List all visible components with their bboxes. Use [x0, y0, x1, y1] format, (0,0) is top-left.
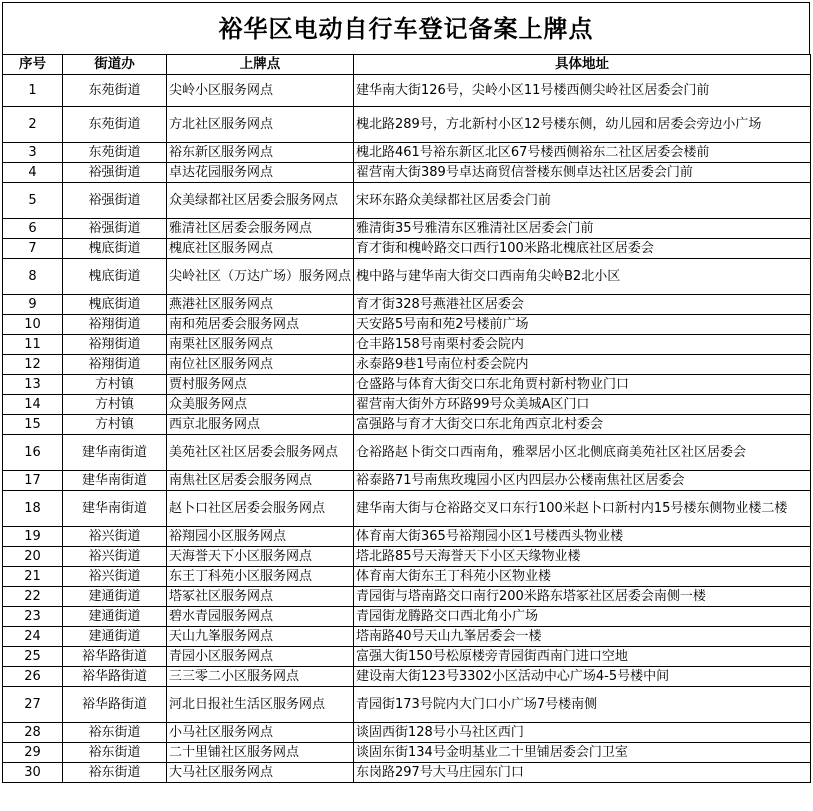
row-number: 1 — [3, 75, 63, 107]
row-street: 裕兴街道 — [63, 527, 167, 547]
table-row — [3, 355, 811, 375]
row-street: 裕东街道 — [63, 723, 167, 743]
row-point: 尖岭社区（万达广场）服务网点 — [167, 259, 354, 295]
row-street: 裕东街道 — [63, 763, 167, 783]
row-street: 裕强街道 — [63, 163, 167, 183]
row-address: 青园街与塔南路交口南行200米路东塔冢社区居委会南侧一楼 — [354, 587, 811, 607]
row-address: 仓丰路158号南栗村委会院内 — [354, 335, 811, 355]
row-number: 14 — [3, 395, 63, 415]
row-street: 裕华路街道 — [63, 687, 167, 723]
row-number: 5 — [3, 183, 63, 219]
registration-points-table — [2, 54, 811, 783]
row-street: 裕兴街道 — [63, 547, 167, 567]
row-street: 裕华路街道 — [63, 667, 167, 687]
table-row — [3, 667, 811, 687]
row-street: 建通街道 — [63, 627, 167, 647]
table-row — [3, 239, 811, 259]
row-number: 13 — [3, 375, 63, 395]
row-street: 方村镇 — [63, 415, 167, 435]
row-point: 南焦社区居委会服务网点 — [167, 471, 354, 491]
row-number: 22 — [3, 587, 63, 607]
row-street: 建华南街道 — [63, 491, 167, 527]
row-number: 9 — [3, 295, 63, 315]
row-point: 裕翔园小区服务网点 — [167, 527, 354, 547]
row-number: 28 — [3, 723, 63, 743]
row-number: 25 — [3, 647, 63, 667]
table-row — [3, 375, 811, 395]
row-address: 天安路5号南和苑2号楼前广场 — [354, 315, 811, 335]
row-point: 众美绿都社区居委会服务网点 — [167, 183, 354, 219]
table-row — [3, 723, 811, 743]
row-point: 河北日报社生活区服务网点 — [167, 687, 354, 723]
row-point: 雅清社区居委会服务网点 — [167, 219, 354, 239]
row-point: 尖岭小区服务网点 — [167, 75, 354, 107]
row-number: 7 — [3, 239, 63, 259]
row-point: 小马社区服务网点 — [167, 723, 354, 743]
row-street: 建华南街道 — [63, 471, 167, 491]
sheet — [2, 2, 810, 783]
row-point: 三三零二小区服务网点 — [167, 667, 354, 687]
row-point: 方北社区服务网点 — [167, 107, 354, 143]
table-row — [3, 219, 811, 239]
table-row — [3, 315, 811, 335]
row-number: 3 — [3, 143, 63, 163]
row-point: 南栗社区服务网点 — [167, 335, 354, 355]
row-address: 育才街328号燕港社区居委会 — [354, 295, 811, 315]
table-row — [3, 687, 811, 723]
page-title: 裕华区电动自行车登记备案上牌点 — [2, 2, 810, 54]
table-row — [3, 335, 811, 355]
row-point: 二十里铺社区服务网点 — [167, 743, 354, 763]
row-number: 26 — [3, 667, 63, 687]
row-number: 15 — [3, 415, 63, 435]
row-address: 谈固东街134号金明基业二十里铺居委会门卫室 — [354, 743, 811, 763]
header-point: 上牌点 — [167, 55, 354, 75]
table-row — [3, 183, 811, 219]
row-address: 建华南大街126号，尖岭小区11号楼西侧尖岭社区居委会门前 — [354, 75, 811, 107]
row-point: 南和苑居委会服务网点 — [167, 315, 354, 335]
table-row — [3, 607, 811, 627]
row-number: 18 — [3, 491, 63, 527]
table-header-row — [3, 55, 811, 75]
table-row — [3, 259, 811, 295]
row-address: 翟营南大街外方环路99号众美城A区门口 — [354, 395, 811, 415]
row-number: 2 — [3, 107, 63, 143]
row-number: 17 — [3, 471, 63, 491]
row-number: 21 — [3, 567, 63, 587]
row-point: 美苑社区社区居委会服务网点 — [167, 435, 354, 471]
table-row — [3, 295, 811, 315]
row-address: 翟营南大街389号卓达商贸信誉楼东侧卓达社区居委会门前 — [354, 163, 811, 183]
table-row — [3, 435, 811, 471]
row-street: 裕兴街道 — [63, 567, 167, 587]
header-street: 街道办 — [63, 55, 167, 75]
table-body — [3, 75, 811, 783]
row-point: 卓达花园服务网点 — [167, 163, 354, 183]
row-number: 11 — [3, 335, 63, 355]
table-row — [3, 395, 811, 415]
row-number: 30 — [3, 763, 63, 783]
row-number: 4 — [3, 163, 63, 183]
header-no: 序号 — [3, 55, 63, 75]
row-number: 10 — [3, 315, 63, 335]
row-address: 东岗路297号大马庄园东门口 — [354, 763, 811, 783]
row-address: 富强路与育才大街交口东北角西京北村委会 — [354, 415, 811, 435]
row-street: 裕东街道 — [63, 743, 167, 763]
row-street: 东苑街道 — [63, 143, 167, 163]
row-number: 6 — [3, 219, 63, 239]
table-row — [3, 75, 811, 107]
row-address: 青园街173号院内大门口小广场7号楼南侧 — [354, 687, 811, 723]
row-address: 仓裕路赵卜街交口西南角，雅翠居小区北侧底商美苑社区社区居委会 — [354, 435, 811, 471]
row-point: 燕港社区服务网点 — [167, 295, 354, 315]
row-point: 天海誉天下小区服务网点 — [167, 547, 354, 567]
row-street: 裕强街道 — [63, 219, 167, 239]
row-address: 建设南大街123号3302小区活动中心广场4-5号楼中间 — [354, 667, 811, 687]
table-row — [3, 587, 811, 607]
row-point: 大马社区服务网点 — [167, 763, 354, 783]
row-point: 青园小区服务网点 — [167, 647, 354, 667]
row-street: 建通街道 — [63, 607, 167, 627]
table-row — [3, 107, 811, 143]
row-point: 碧水青园服务网点 — [167, 607, 354, 627]
row-address: 体育南大街365号裕翔园小区1号楼西头物业楼 — [354, 527, 811, 547]
row-address: 育才街和槐岭路交口西行100米路北槐底社区居委会 — [354, 239, 811, 259]
row-street: 东苑街道 — [63, 75, 167, 107]
row-point: 众美服务网点 — [167, 395, 354, 415]
row-street: 裕翔街道 — [63, 335, 167, 355]
table-row — [3, 527, 811, 547]
row-number: 24 — [3, 627, 63, 647]
row-address: 仓盛路与体育大街交口东北角贾村新村物业门口 — [354, 375, 811, 395]
row-street: 槐底街道 — [63, 295, 167, 315]
row-number: 12 — [3, 355, 63, 375]
row-point: 南位社区服务网点 — [167, 355, 354, 375]
row-street: 建通街道 — [63, 587, 167, 607]
table-row — [3, 647, 811, 667]
row-street: 建华南街道 — [63, 435, 167, 471]
table-row — [3, 627, 811, 647]
row-number: 23 — [3, 607, 63, 627]
row-street: 裕翔街道 — [63, 355, 167, 375]
row-point: 天山九峯服务网点 — [167, 627, 354, 647]
row-address: 塔北路85号天海誉天下小区天缘物业楼 — [354, 547, 811, 567]
row-address: 体育南大街东王丁科苑小区物业楼 — [354, 567, 811, 587]
row-address: 槐北路289号，方北新村小区12号楼东侧，幼儿园和居委会旁边小广场 — [354, 107, 811, 143]
row-address: 青园街龙腾路交口西北角小广场 — [354, 607, 811, 627]
row-point: 裕东新区服务网点 — [167, 143, 354, 163]
table-row — [3, 491, 811, 527]
table-row — [3, 547, 811, 567]
row-point: 贾村服务网点 — [167, 375, 354, 395]
row-number: 20 — [3, 547, 63, 567]
table-row — [3, 143, 811, 163]
row-address: 宋环东路众美绿都社区居委会门前 — [354, 183, 811, 219]
row-address: 建华南大街与仓裕路交叉口东行100米赵卜口新村内15号楼东侧物业楼二楼 — [354, 491, 811, 527]
row-point: 赵卜口社区居委会服务网点 — [167, 491, 354, 527]
row-address: 永泰路9巷1号南位村委会院内 — [354, 355, 811, 375]
row-point: 槐底社区服务网点 — [167, 239, 354, 259]
row-point: 塔冢社区服务网点 — [167, 587, 354, 607]
row-address: 槐北路461号裕东新区北区67号楼西侧裕东二社区居委会楼前 — [354, 143, 811, 163]
table-row — [3, 743, 811, 763]
table-row — [3, 471, 811, 491]
row-address: 富强大街150号松原楼旁青园街西南门进口空地 — [354, 647, 811, 667]
row-street: 方村镇 — [63, 375, 167, 395]
row-address: 雅清街35号雅清东区雅清社区居委会门前 — [354, 219, 811, 239]
row-street: 槐底街道 — [63, 259, 167, 295]
row-street: 东苑街道 — [63, 107, 167, 143]
row-number: 16 — [3, 435, 63, 471]
row-address: 塔南路40号天山九峯居委会一楼 — [354, 627, 811, 647]
row-address: 裕泰路71号南焦玫瑰园小区内四层办公楼南焦社区居委会 — [354, 471, 811, 491]
row-number: 8 — [3, 259, 63, 295]
row-address: 谈固西街128号小马社区西门 — [354, 723, 811, 743]
row-number: 19 — [3, 527, 63, 547]
row-number: 27 — [3, 687, 63, 723]
row-street: 裕华路街道 — [63, 647, 167, 667]
row-number: 29 — [3, 743, 63, 763]
table-row — [3, 763, 811, 783]
table-row — [3, 163, 811, 183]
row-street: 裕强街道 — [63, 183, 167, 219]
row-street: 方村镇 — [63, 395, 167, 415]
row-point: 西京北服务网点 — [167, 415, 354, 435]
header-address: 具体地址 — [354, 55, 811, 75]
table-row — [3, 567, 811, 587]
table-row — [3, 415, 811, 435]
row-address: 槐中路与建华南大街交口西南角尖岭B2北小区 — [354, 259, 811, 295]
row-street: 裕翔街道 — [63, 315, 167, 335]
row-street: 槐底街道 — [63, 239, 167, 259]
row-point: 东王丁科苑小区服务网点 — [167, 567, 354, 587]
